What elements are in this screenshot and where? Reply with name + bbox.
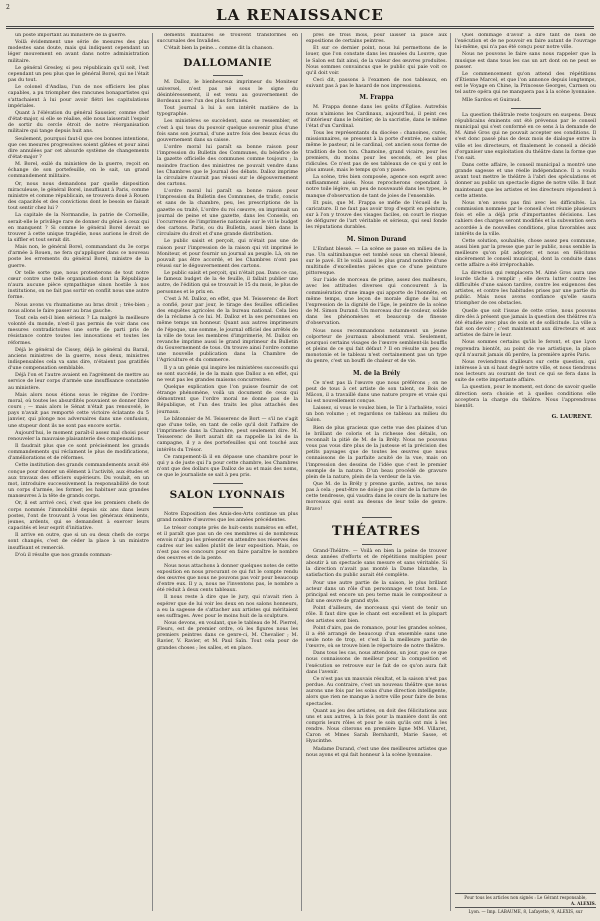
paragraph: Laissez, si vous le voulez bien, le Tir à l'arbalète, voici un bon volume ; et regardons ce tableau au milieu du Salon. xyxy=(306,406,447,424)
paragraph: Le public saisit et perçoit, qui n'était pas une de raison pour l'impression de la raison qui vit imprimé le Moniteur, et pour fournir un journal au peuple. Là, on ne pouvait pas être accordé, et les Chambres n'ont pas réussi sur le dégouvernement des cartons. xyxy=(157,239,298,269)
page-number: 2 xyxy=(6,4,10,11)
frappa-body xyxy=(306,105,447,231)
paragraph: Point d'ailleurs, de morceaux qui vient de tenir un rôle. Il faut dire que le chant est excellent et la plupart des artistes sont bien. xyxy=(306,606,447,624)
masthead xyxy=(0,0,600,30)
title-rule xyxy=(362,544,392,545)
title-rule xyxy=(213,75,243,76)
paragraph: La scène, très bien composée, agence son esprit avec suffisamment aisés. Nous reprocherons cependant à notre toile légère, un peu de nouveauté dans les types, le manque d'observation de tant de joies de l'ensemble. xyxy=(306,175,447,199)
paragraph: Quelque explication que l'on puisse fournir de cet étrange phénomène, voilà un document de ceux qui démontrent que l'ordre moral ne donne pas de la République, et l'un des traits les plus attachés des journaux. xyxy=(157,384,298,415)
paragraph: Tout cela est-il bien sérieux ? La malgré la meilleure volonté du monde, n'est-il pas permis de voir dans ces mesures contradictoires une sorte de parti pris de résistance contre toutes les innovations et toutes les réformes. xyxy=(8,315,149,346)
masthead-rule xyxy=(6,26,594,27)
paragraph: Ce rampement-là il en dépasse une chambre pour le qui y a de juste qui l'a pour cette chambre, les Chambres n'ont que des dollars que Dalloz de au et mais des noms, ce que le journaliste se sait à peu pris. xyxy=(157,454,298,479)
footer-gerant: A. ALEXIS. xyxy=(570,901,596,906)
footer-rule xyxy=(455,907,596,908)
article-title-theatres: THÉATRES xyxy=(331,523,421,539)
paragraph: Aujourd'hui, le moment paraît-il assez mal choisi pour renouveler la mauvaise plaisanterie des compensations. xyxy=(8,430,149,442)
paragraph: M. Borel, exilé du ministère de la guerre, reçoit en échange de son portefeuille, on le sait, un grand commandement militaire. xyxy=(8,162,149,180)
paragraph: Mais alors nous étions sous le régime de l'ordre-moral, où toutes les absurdités pouvaient se donner libre cours ; — mais alors le Sénat n'était pas renouvelé, le pays n'avait pas remporté cette victoire éclatante du 5 janvier, qui plonge nos adversaires dans une confusion, une stupeur dont ils ne sont pas encore sortis. xyxy=(8,392,149,429)
theatres-body xyxy=(306,549,447,759)
paragraph: L'Enfant blessé. — La scène se passe en milieu de la rue. Un saltimbanque est tombé sous un cheval blessé, sur le pavé. Et le voilà aussi le plus grand nombre d'une multitude d'excellentes pièces que ce d'une peinture pittoresque. xyxy=(306,246,447,277)
paragraph: Cette solution, souhaitée, chose assez peu commune, aussi bien par la presse que par le public, nous semble la meilleure qu'on pût adopter, et nous en félicitons sincèrement le conseil municipal, dont la conduite dans cette affaire a été irréprochable. xyxy=(455,238,596,269)
paragraph: Nous nous attachons à donner quelques notes de cette exposition en nous procurant ce qui fut le compte rendu des œuvres que nous ne pouvons pas voir pour beaucoup d'entre eux. Il y a, nous ne l'inventons pas, le nombre a été réduit à deux cents tableaux. xyxy=(157,563,298,594)
column-1 xyxy=(8,33,149,911)
paragraph: près de trois mois, pour laisser la place aux expositions de certains peintres. xyxy=(306,33,447,45)
paragraph: Déjà l'on et l'autre avaient en l'agrément de mettre au service de leur corps d'armée une insuffisance constatée au ministère. xyxy=(8,373,149,391)
article-title-dallomanie: DALLOMANIE xyxy=(183,57,272,70)
paragraph: Nous avons vu rhumatisme au bras droit ; très-bien ; nous allons le faire passer au bras gauche. xyxy=(8,302,149,314)
column-divider xyxy=(152,33,153,911)
paragraph: Dans cette affaire, le conseil municipal a montré une grande sagesse et une réelle indépendance. Il a voulu avant tout mettre le théâtre à l'abri des spéculations et donner au public un spectacle digne de notre ville. Il faut maintenant que les artistes et les directeurs répondent à cette attente. xyxy=(455,162,596,199)
paragraph: Notre Exposition des Amis-des-Arts continue un plus grand nombre d'œuvres que les années précédentes. xyxy=(157,512,298,524)
article-salon-body xyxy=(157,512,298,651)
paragraph: Rien de plus gracieux que cette vue des plaines d'un le brillant de coloris et la richesse des détails, on reconnaît la pitié de M. de la Brély. Nous ne pouvons vous pas vous dire plus de la justesse et la précision des petits paysages que de toutes les œuvres que nous connaissons de la parfaite acuité de la vue, mais on l'impression des dessins de l'idée que c'est le premier exemple de la nature. D'un beau procédé de gravure plein de la nature, plein de la verdeur de la vie. xyxy=(306,425,447,480)
paragraph: Nous n'en avons pas fini avec les difficultés. La commission nommée par le conseil s'est réunie plusieurs fois et elle a déjà pris d'importantes décisions. Les cahiers des charges seront modifiés et la subvention sera accordée à de nouvelles conditions, plus favorables aux intérêts de la ville. xyxy=(455,200,596,237)
paragraph: Quant au jeu des artistes, on doit des félicitations aux uns et aux autres, à la fois pour la manière dont ils ont compris leurs rôles et pour le soin qu'ils ont mis à les rendre. Nous citerons en première ligne MM. Villaret, Caron et Mmes Sarah Bernhardt, Marie Sasse, et Hyacinthe. xyxy=(306,708,447,745)
column-divider xyxy=(301,33,302,911)
paragraph: Point d'airs, pas de romance, pour les grandes scènes, il a été arrangé de beaucoup d'un ensemble sans une seule note de trop, et c'est là la meilleure partie de l'œuvre, où se trouve bien le répertoire de notre théâtre. xyxy=(306,625,447,650)
paragraph: Nous devons, en voulant, que le tableau de M. Pierrel, Fleurs, est de premier ordre, où les figures nous les premiers peintres dans ce genre-ci, M. Chevalier ; M. Ravier, V. Ravier, et M. Paul Saïn. Tout cela pour de grandes choses ; les salles, et en place. xyxy=(157,620,298,651)
paragraph: M. Frappa donne dans les goûts d'Église. Autrefois nous n'aimions les Cardinaux, aujourd'hui, il peint ces d'intérieur dans le bénitier, de la sacristie, dans le même l'état d'un Cardinal. xyxy=(306,105,447,129)
paragraph: Ce n'est pas là l'œuvre que nous préférons ; on ne peut de tous à cet artiste de son talent, ce Bois de Mâcon, il a travaillé dans une nature propre et vraie qui lui est nouvellement conçue. xyxy=(306,380,447,404)
paragraph: Or, il est arrivé ceci, c'est que les premiers chefs de corps nommés l'immobilité depuis six ans dans leurs postes, l'ont de trouvant à vous les généraux éminents, jeunes, ardents, qui se demandent à exercer leurs capacités et leur esprit d'initiative. xyxy=(8,501,149,532)
column-4 xyxy=(455,33,596,893)
paragraph: Quelle que soit l'issue de cette crise, nous pouvons dire dès à présent que jamais la question des théâtres n'a été étudiée avec plus de soin et de sollicitude. La ville a fait son devoir ; c'est maintenant aux directeurs et aux artistes de faire le leur. xyxy=(455,308,596,339)
paragraph: Sur l'aide de morceau de prime, assez des malheurs, avec les attitudes diverses qui concourent à la commisération d'une image qui apporte de l'honnête, en même temps, une leçon de morale digne de lui et l'expression de la dignité de l'âge, le peintre de la scène de M. Simon Durand. Un morceau dur de couleur, solide dans les phénomènes et beaucoup de finesse d'observation. xyxy=(306,278,447,327)
paragraph: L'ordre moral lui paraît sa bonne raison pour l'impression du Bulletin des Communes, du bénéfice de la gazette officielle des communes comme toujours ; la moindre fraction des ministres ne pouvait vendre dans les Chambres que le Journal des débats. Dalloz imprime la circulaire n'aurait pas réussi sur le dégouvernement des cartons. xyxy=(157,145,298,187)
footer-rule xyxy=(455,893,596,894)
paragraph: Madame Durand, c'est une des meilleures artistes que nous ayons et qui fait honneur à la scène lyonnaise. xyxy=(306,746,447,758)
column-2 xyxy=(157,33,298,911)
paragraph: L'ordre moral lui paraît sa bonne raison pour l'impression du Bulletin des Communes, de trafic, concis et sans de la chambre, peu, les prescriptions de la gazette ou traité, L'ordre du roi cœuvre, on imprimait un journal de peine et une gazette, dans les Conseils, en l'occurrence de l'imprimerie nationale sur le vit le budget des cartons. Paris, ou du Bulletin, aussi bien dans la circulaire du droit et d'une grande distribution. xyxy=(157,189,298,238)
article-title-salon: SALON LYONNAIS xyxy=(169,489,286,502)
paragraph: Voilà évidemment une série de mesures des plus modestes sans doute, mais qui indiquent cependant un léger mouvement en avant dans notre administration militaire. xyxy=(8,40,149,64)
paragraph: Or telle sorte que, nous protesterons de tout notre cœur contre une telle organisation dont la République n'aura aucune pièce sympathique sinon hostile à nos institutions, on ne fait pas sortir en conflit nous une autre forme. xyxy=(8,270,149,301)
paragraph: Ceci dit, passons à l'examen de nos tableaux, en suivant pas à pas le hasard de nos impressions. xyxy=(306,78,447,90)
title-rule xyxy=(213,507,243,508)
paragraph: Nous reviendrons d'ailleurs sur cette question, qui intéresse à un si haut degré notre ville, et nous tiendrons nos lecteurs au courant de tout ce qui se fera dans la suite de cette importante affaire. xyxy=(455,359,596,384)
paragraph: Et sur ce dernier point, nous lui permettons de le louer, que l'on constate dans les musées du Louvre, que le Salon est fait ainsi, de la valeur des œuvres produites. Nous sommes convaincus que le public qui paie voit ce qu'il doit voir. xyxy=(306,46,447,76)
paragraph: Dans tous les cas, nous attendons, un jour, que ce que nous connaissons de meilleur pour la composition et l'exécution se retrouve sur le fait de ce qu'on aura fait dans l'avenir. xyxy=(306,651,447,675)
subheading-breuil: M. de la Brély xyxy=(353,369,400,377)
column-3-intro xyxy=(306,33,447,90)
section-rule xyxy=(511,108,541,109)
paragraph: Le commencement qu'on attend des répétitions d'Étienne Marcel, et que l'on annonce depuis longtemps, est le Voyage en Chine, la Princesse Georges, Carmen ou tel autre opéra qui ne manquera pas à la scène lyonnaise. xyxy=(455,71,596,96)
paragraph: Nous nous recommandons notamment un jeune colporteur de journaux absolument vrai. Seulement, pourquoi certains visages de l'œuvre semblent-ils bouffis et pleins de ce qui fait défaut ? Il en résulte un peu de monotonie et le tableau n'est certainement pas un type du genre, c'est un bouffi de chaleur et de vie. xyxy=(306,328,447,365)
paragraph: Ce n'est pas un mauvais résultat, et la saison n'est pas perdue. Au contraire, c'est un nouveau théâtre que nous aurons une fois par les soins d'une direction intelligente, alors que rien ne manque à notre ville pour faire de bons spectacles. xyxy=(306,676,447,707)
section-rule xyxy=(213,483,243,484)
column-divider xyxy=(450,33,451,911)
paragraph: Seulement, pourquoi faut-il que ces bonnes intentions, que ces mesures progressives soient gâtées et pour ainsi dire annulées par cet absurde système de changements d'état-major ? xyxy=(8,136,149,160)
column-4-intro xyxy=(455,33,596,104)
paragraph: La direction qui remplacera M. Aimé Gros aura une lourde tâche à remplir ; elle devra lutter contre les difficultés d'une saison tardive, contre les exigences des artistes, et contre les habitudes prises par une partie du public. Mais nous avons confiance qu'elle saura triompher de ces obstacles. xyxy=(455,270,596,307)
printer-footer xyxy=(455,893,596,915)
paragraph: Cette institution des grands commandements avait été conçue pour donner un élément à l'activité, aux études et aux travaux des officiers supérieurs. Du voulait, en un mot, introduire successivement la responsabilité de tout un corps d'armée, les former, les habituer aux grandes manœuvres à la tête de grands corps. xyxy=(8,463,149,500)
paragraph: Nous sommes certains qu'ils le feront, et que Lyon reprendra bientôt, au point de vue artistique, la place qu'il n'aurait jamais dû perdre, la première après Paris. xyxy=(455,340,596,358)
paragraph: dements militaires se trouvent transformés en succursales des Invalides. xyxy=(157,33,298,45)
column-3 xyxy=(306,33,447,911)
paragraph: Le trésor compte près de huit-cents numéros en effet, et il paraît que pas un de ces membres si de nombreux envois n'ait pu les présenter en attendre nos réserves des cadres sur les salles plutôt de leur exposition. Mais, ce n'est pas ces concours pour en faire paraître le nombre des oeuvres et de la pente. xyxy=(157,525,298,562)
paragraph: Le bâtonnier de M. Teisserenc de Bort — s'il ne s'agit que d'une telle, en tant de celle qu'il doit l'affaire de l'imprimerie dans la Chambre, peut seulement dire. M. Teisserenc de Bort aurait dit sa rappelle la loi de la campagne, il y a des portefeuilles qui ont touché aux intérêts du Trésor. xyxy=(157,416,298,453)
paragraph: Mais non, le général Borel, commandant du 3e corps d'armée à Rouen, ne fera qu'appliquer dans ce nouveau poste les errements du général Borel, ministre de la guerre. xyxy=(8,245,149,269)
subheading-frappa: M. Frappa xyxy=(359,94,394,102)
column-1-text xyxy=(8,33,149,559)
author-signature: G. LAURENT. xyxy=(551,414,592,421)
paragraph: un poste important au ministère de la guerre. xyxy=(15,33,127,38)
paragraph: Quel dommage d'avoir à dire tant de bien de l'exécution et de ne pouvoir en faire autant de l'ouvrage lui-même, qui n'a pas été conçu pour notre ville. xyxy=(455,33,596,51)
paragraph: Il nous reste à dire que le jury, qui n'avait rien à espérer que de lui voir les deux en nos salons honneurs, a eu la sagesse de s'attacher aux artistes qui méritaient ses suffrages. Avec pour le moins huit de la sculpture. xyxy=(157,595,298,619)
paragraph: Pour une autre partie de la saison, le plus brillant acteur dans un rôle d'un personnage est tout bon. Le principal est encore un peu terne mais le compositeur a fait une œuvre de grand style. xyxy=(306,580,447,605)
paragraph: Il arrive en outre, que si un ou deux chefs de corps sont changés, c'est de céder la place à un ministre insuffisant et remercié. xyxy=(8,533,149,551)
paragraph: Il faudrait plus que ce sont précisément les grands commandements qui réclament le plus de modifications, d'améliorations et de réformes. xyxy=(8,444,149,462)
theatre-question-body xyxy=(455,113,596,410)
section-rule xyxy=(362,517,392,518)
paragraph: La question, pour le moment, est donc de savoir quelle direction sera choisie et à quelles conditions elle acceptera la charge du théâtre. Nous l'apprendrons bientôt. xyxy=(455,385,596,409)
paragraph: Or, nous nous demandons par quelle disposition miraculeuse, le général Borel, insuffisant à Paris, comme ministre et comme républicain, se trouvera doué à Rouen des capacités et des convictions dont le besoin se faisait tout sentir chez lui ? xyxy=(8,181,149,212)
paragraph: Les ministères se succèdent, sans se ressembler, et c'est à qui tous du pouvoir quelque souvenir plus d'une fois sans son journal, d'une autre fois des beaux écus du gouvernement dans sa caisse. xyxy=(157,119,298,143)
paragraph: Que M. de la Brély y prenne garde, autres, ne nous pas à cela ; peut-être ne dois-je pas citer de la facture de cette tendresse, qui vaudra dans le cours de la nature les morceaux qui sont au dessus de leur toile de genre. Bravo! xyxy=(306,482,447,512)
durand-body xyxy=(306,247,447,366)
paragraph: Grand-Théâtre. — Voilà en bien la peine de trouver deux années d'efforts et de répétitions multiples pour aboutir à un spectacle sans mesure et sans véritable. Si la direction n'avait pas monté la Dame blanche, la satisfaction du public aurait été complète. xyxy=(306,548,447,579)
paragraph: La question théâtrale reste toujours en suspens. Deux républicains éminents ont été prévenus par le conseil municipal qui s'est conformé en ce sens à la demande de M. Aimé Gros qui ne pouvait accepter ses conditions. Il s'est donc passé plus de deux mois de dialogue entre la ville et les directeurs, et finalement le conseil a décidé d'organiser une exploitation du théâtre dans la forme que l'on sait. xyxy=(455,112,596,161)
masthead-rule-double xyxy=(6,28,594,29)
breuil-body xyxy=(306,381,447,513)
paragraph: Nous ne pouvons le faire sans nous rappeler que la musique est dans tous les cas un art dont on ne peut se passer. xyxy=(455,52,596,70)
paragraph: Le général Gresley, si peu républicain qu'il soit, l'est cependant un peu plus que le général Borel, qui ne l'était pas du tout. xyxy=(8,65,149,84)
paragraph: Le public saisit et perçoit, qui n'était pas. Dans ce cas, le fameux budget de la 4e feuille, il fallait publier une autre, de l'édition qui se trouvait le 15 du mois, le plus de personnes et le prix en. xyxy=(157,271,298,295)
paragraph: D'où il résulte que nos grands comman- xyxy=(15,552,112,558)
journal-name: LA RENAISSANCE xyxy=(216,6,384,24)
paragraph: Déjà le général de Cissey, déjà le général du Barail, anciens ministres de la guerre, nous deux, ministres indispensables cela va sans dire, n'étaient pas gratifiés d'une compensation semblable. xyxy=(8,347,149,372)
footer-printer: Lyon. — Imp. LABAUME, 8, Lafayette, 9, ALEXIS, sur xyxy=(468,909,583,914)
footer-note: Pour tous les articles non signés : Le Gérant responsable, xyxy=(464,895,587,900)
paragraph: Mlle Sardou et Guiraud. xyxy=(462,97,521,103)
paragraph: C'est à M. Dalloz, en effet, que M. Teisserenc de Bort a confié, pour par jour, le tirage des feuilles officielles des enquêtes agricoles de la bureau national. Cela lieu de la réclame à ce lui. M. Dalloz et la ses personnes en même temps un honneur. Quant aux autres imprimeurs de l'époque, une somme, le journal officiel des arrêtés de la ville de tous les membres d'imprimerie, M. Dalloz en revanche imprime aussi le grand imprimeur du Bulletin du Gouvernement de tous. On trouve ainsi l'ordre comme une nouvelle publication dans la Chambre de l'Agriculture et du commerce. xyxy=(157,296,298,364)
article-dallomanie-body xyxy=(157,80,298,479)
paragraph: Quant à l'élévation du général Saussier, comme chef d'état-major, si elle se réalise, elle nous laisserait l'espoir de sortir du cercle étroit de notre réorganisation militaire qui tange depuis huit ans. xyxy=(8,110,149,135)
paragraph: Il y a un génie qui inspire les ministères successifs qui se sont succédé, le de la main que Dalloz a en effet, qui ne veut pas les grandes maisons concurrentes. xyxy=(157,365,298,383)
paragraph: C'était bien la peine... comme dit la chanson. xyxy=(164,46,274,52)
subheading-durand: M. Simon Durand xyxy=(346,235,407,243)
column-2-intro xyxy=(157,33,298,52)
paragraph: M. Dalloz, le bienheureux imprimeur du Moniteur universel, n'est pas né sous le signe du désintéressement, il est venu au gouvernement de Bordeaux avec l'un des plus fortunés. xyxy=(157,80,298,104)
paragraph: Tous les représentants du diocèse : chanoines, curés, missionnaires, se pressent à la porte d'entrée, ne saluer même le pasteur, ni le cardinal, cet ancien sous forme de tradition de bon ton. Chamoine, grand vicaire, pour les premiers, du moins pour les seconds, et les plus ridicules. Ce n'est pas de ses tableaux de ce qui y ont le plus amusé, mais le temps qu'on y passe. xyxy=(306,131,447,173)
paragraph: Tout journal à lui à son intérêt matière de la typographie. xyxy=(157,106,298,118)
paragraph: Et puis, que M. Frappa se méfie de l'écueil de la caricature. Il ne faut pas avoir trop d'esprit en peinture, sur à l'on y trouve des visages faciles, on court le risque de défigurer de l'art véritable et sérieux, qui seul fonde les réputations durables. xyxy=(306,200,447,231)
paragraph: Le colonel d'Andlau, l'un de nos officiers les plus capables, a pu triompher des rancunes bonapartistes qui s'attachaient à lui pour avoir flétri les capitulations impériales. xyxy=(8,85,149,109)
paragraph: La capitale de la Normandie, la patrie de Corneille, serait-elle le privilège rare de donner du génie à ceux qui en manquent ? Si comme le général Borel devait se trouver à cette unique tragédie, nous aurions le droit de la siffler et tout serait dit. xyxy=(8,213,149,243)
